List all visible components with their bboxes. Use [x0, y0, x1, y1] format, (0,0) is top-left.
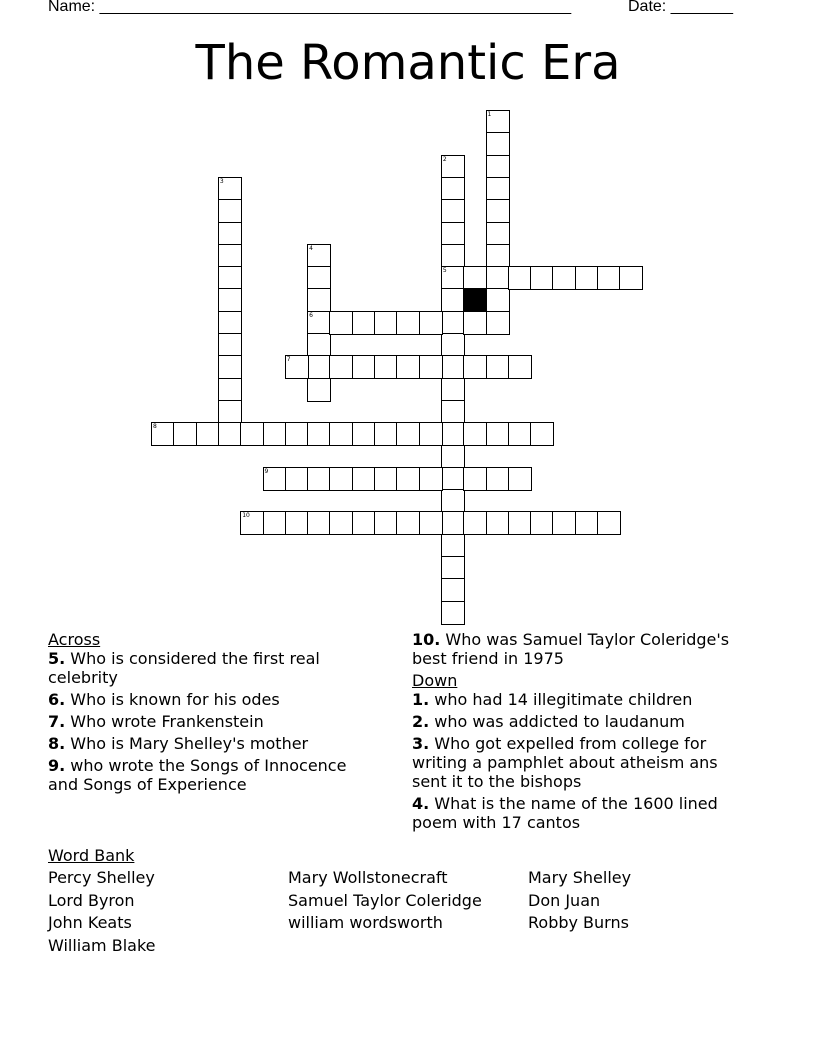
- crossword-cell[interactable]: [307, 511, 331, 535]
- crossword-cell[interactable]: [285, 467, 309, 491]
- crossword-cell[interactable]: [486, 155, 510, 179]
- page-title: The Romantic Era: [195, 35, 621, 91]
- crossword-cell[interactable]: [307, 355, 331, 379]
- crossword-cell[interactable]: [463, 422, 487, 446]
- crossword-cell[interactable]: [575, 266, 599, 290]
- crossword-cell[interactable]: [441, 222, 465, 246]
- crossword-cell[interactable]: [486, 199, 510, 223]
- crossword-cell[interactable]: [263, 511, 287, 535]
- crossword-cell[interactable]: [396, 311, 420, 335]
- crossword-cell[interactable]: [441, 578, 465, 602]
- crossword-cell[interactable]: [329, 511, 353, 535]
- crossword-cell[interactable]: [441, 333, 465, 357]
- crossword-cell[interactable]: [441, 556, 465, 580]
- crossword-cell[interactable]: [329, 355, 353, 379]
- word-bank-column-3: [528, 867, 631, 935]
- clue-number: 9.: [48, 756, 66, 775]
- crossword-cell[interactable]: [463, 467, 487, 491]
- clue-text: who had 14 illegitimate children: [429, 690, 693, 709]
- clue-number: 6.: [48, 690, 66, 709]
- crossword-cell[interactable]: [218, 244, 242, 268]
- crossword-cell[interactable]: [419, 311, 443, 335]
- crossword-cell[interactable]: [173, 422, 197, 446]
- crossword-cell[interactable]: [463, 511, 487, 535]
- crossword-cell[interactable]: [218, 355, 242, 379]
- crossword-cell[interactable]: [486, 132, 510, 156]
- across-clue-6: [48, 690, 368, 709]
- crossword-cell[interactable]: [552, 266, 576, 290]
- cell-number: 1: [487, 111, 492, 118]
- crossword-cell[interactable]: [486, 222, 510, 246]
- cell-number: 2: [442, 155, 447, 163]
- crossword-cell[interactable]: [441, 400, 465, 424]
- crossword-cell[interactable]: [441, 177, 465, 201]
- crossword-cell[interactable]: [352, 311, 376, 335]
- crossword-cell[interactable]: [486, 355, 510, 379]
- crossword-cell[interactable]: [441, 534, 465, 558]
- word-bank-heading: Word Bank: [48, 846, 135, 865]
- crossword-cell[interactable]: [486, 311, 510, 335]
- crossword-cell[interactable]: [218, 422, 242, 446]
- clue-number: 2.: [412, 712, 430, 731]
- clue-text: Who is Mary Shelley's mother: [65, 734, 309, 753]
- crossword-cell[interactable]: [218, 378, 242, 402]
- crossword-cell[interactable]: [396, 467, 420, 491]
- clues-right-column: [412, 630, 752, 835]
- word-bank-item: Don Juan: [528, 890, 601, 910]
- word-bank-item: Robby Burns: [528, 913, 629, 932]
- crossword-cell[interactable]: [508, 467, 532, 491]
- word-bank-column-1: [48, 867, 156, 957]
- crossword-cell[interactable]: [597, 511, 621, 535]
- crossword-cell[interactable]: [329, 311, 353, 335]
- crossword-cell[interactable]: [352, 511, 376, 535]
- crossword-cell[interactable]: [486, 422, 510, 446]
- cell-number: 4: [309, 244, 313, 252]
- cell-number: 6: [309, 311, 313, 319]
- crossword-cell[interactable]: [441, 467, 465, 491]
- clue-number: 3.: [412, 734, 430, 753]
- clue-text: Who got expelled from college for writing a pamphlet about atheism ans sent it to the bishops: [412, 734, 718, 791]
- crossword-cell[interactable]: [530, 511, 554, 535]
- clue-text: Who wrote Frankenstein: [65, 712, 264, 731]
- cell-number: 8: [153, 423, 157, 431]
- crossword-cell[interactable]: [374, 467, 398, 491]
- crossword-cell[interactable]: [486, 244, 510, 268]
- crossword-cell[interactable]: [263, 422, 287, 446]
- crossword-cell[interactable]: [352, 355, 376, 379]
- crossword-cell[interactable]: [508, 511, 532, 535]
- clue-text: What is the name of the 1600 lined poem with 17 cantos: [412, 794, 718, 832]
- crossword-cell[interactable]: [441, 445, 465, 469]
- crossword-cell[interactable]: [441, 288, 465, 312]
- crossword-cell[interactable]: [396, 511, 420, 535]
- crossword-cell[interactable]: [374, 311, 398, 335]
- crossword-cell[interactable]: [307, 378, 331, 402]
- crossword-cell[interactable]: [307, 333, 331, 357]
- crossword-cell[interactable]: [486, 266, 510, 290]
- crossword-cell[interactable]: [486, 288, 510, 312]
- name-field-label: Name: _____________________________________________________: [48, 0, 572, 15]
- clue-text: who was addicted to laudanum: [429, 712, 685, 731]
- across-clue-7: [48, 712, 368, 731]
- down-clue-3: [412, 734, 752, 791]
- crossword-cell[interactable]: [419, 355, 443, 379]
- crossword-cell[interactable]: [419, 422, 443, 446]
- crossword-cell[interactable]: [374, 422, 398, 446]
- word-bank-item: Percy Shelley: [48, 868, 155, 887]
- word-bank-item: Mary Shelley: [528, 868, 632, 887]
- crossword-cell[interactable]: [530, 422, 554, 446]
- crossword-cell[interactable]: [307, 266, 331, 290]
- crossword-cell[interactable]: [307, 288, 331, 312]
- crossword-cell[interactable]: [352, 422, 376, 446]
- clue-text: who wrote the Songs of Innocence and Songs of Experience: [48, 756, 347, 794]
- across-clue-5: [48, 649, 368, 687]
- crossword-cell[interactable]: [530, 266, 554, 290]
- crossword-cell[interactable]: [441, 266, 465, 290]
- crossword-cell[interactable]: [374, 355, 398, 379]
- crossword-cell[interactable]: [218, 333, 242, 357]
- crossword-cell[interactable]: [329, 467, 353, 491]
- crossword-cell[interactable]: [463, 355, 487, 379]
- crossword-cell[interactable]: [218, 222, 242, 246]
- crossword-cell[interactable]: [285, 511, 309, 535]
- crossword-cell[interactable]: [486, 467, 510, 491]
- crossword-cell[interactable]: [307, 467, 331, 491]
- crossword-cell[interactable]: [441, 422, 465, 446]
- crossword-cell[interactable]: [441, 601, 465, 625]
- down-heading: Down: [412, 671, 458, 690]
- across-clue-9: [48, 756, 368, 794]
- crossword-cell[interactable]: [486, 511, 510, 535]
- crossword-cell[interactable]: [218, 199, 242, 223]
- crossword-cell[interactable]: [441, 489, 465, 513]
- crossword-cell[interactable]: [218, 266, 242, 290]
- down-clue-1: [412, 690, 752, 709]
- crossword-cell[interactable]: [508, 266, 532, 290]
- word-bank-item: John Keats: [48, 913, 132, 932]
- word-bank-item: Lord Byron: [48, 890, 135, 910]
- crossword-cell[interactable]: [486, 110, 510, 134]
- across-clue-8: [48, 734, 368, 753]
- cell-number: 9: [264, 467, 269, 475]
- crossword-cell[interactable]: [240, 511, 264, 535]
- cell-number: 10: [242, 512, 250, 520]
- crossword-cell[interactable]: [441, 199, 465, 223]
- crossword-cell[interactable]: [240, 422, 264, 446]
- crossword-cell[interactable]: [419, 467, 443, 491]
- crossword-cell[interactable]: [508, 355, 532, 379]
- crossword-cell[interactable]: [263, 467, 287, 491]
- across-clue-10: [412, 630, 752, 668]
- clue-text: Who is considered the first real celebrity: [48, 649, 320, 687]
- crossword-cell[interactable]: [619, 266, 643, 290]
- crossword-cell[interactable]: [441, 378, 465, 402]
- crossword-cell[interactable]: [285, 422, 309, 446]
- crossword-cell[interactable]: [352, 467, 376, 491]
- crossword-cell[interactable]: [597, 266, 621, 290]
- crossword-cell[interactable]: [196, 422, 220, 446]
- crossword-cell[interactable]: [419, 511, 443, 535]
- word-bank-item: william wordsworth: [288, 913, 443, 932]
- crossword-cell[interactable]: [307, 244, 331, 268]
- clue-text: Who was Samuel Taylor Coleridge's best friend in 1975: [412, 630, 730, 668]
- crossword-block: [463, 288, 487, 312]
- crossword-cell[interactable]: [374, 511, 398, 535]
- down-clue-4: [412, 794, 752, 832]
- crossword-cell[interactable]: [441, 511, 465, 535]
- crossword-cell[interactable]: [552, 511, 576, 535]
- clue-text: Who is known for his odes: [65, 690, 280, 709]
- cell-number: 3: [219, 177, 224, 185]
- crossword-cell[interactable]: [441, 311, 465, 335]
- crossword-cell[interactable]: [218, 288, 242, 312]
- crossword-cell[interactable]: [486, 177, 510, 201]
- crossword-cell[interactable]: [441, 155, 465, 179]
- crossword-cell[interactable]: [151, 422, 175, 446]
- clue-number: 8.: [48, 734, 66, 753]
- down-clue-2: [412, 712, 752, 731]
- clue-number: 7.: [48, 712, 66, 731]
- crossword-cell[interactable]: [218, 177, 242, 201]
- crossword-cell[interactable]: [285, 355, 309, 379]
- clue-number: 4.: [412, 794, 430, 813]
- word-bank-column-2: [288, 867, 482, 935]
- crossword-cell[interactable]: [463, 311, 487, 335]
- clue-number: 5.: [48, 649, 66, 668]
- crossword-cell[interactable]: [218, 400, 242, 424]
- crossword-cell[interactable]: [463, 266, 487, 290]
- date-field-label: Date: _______: [628, 0, 733, 15]
- across-heading: Across: [48, 630, 101, 649]
- clue-number: 1.: [412, 690, 430, 709]
- crossword-cell[interactable]: [508, 422, 532, 446]
- clue-number: 10.: [412, 630, 441, 649]
- cell-number: 7: [286, 356, 291, 364]
- cell-number: 5: [442, 267, 447, 275]
- clues-left-column: [48, 630, 368, 797]
- crossword-cell[interactable]: [329, 422, 353, 446]
- crossword-cell[interactable]: [575, 511, 599, 535]
- crossword-cell[interactable]: [396, 355, 420, 379]
- crossword-cell[interactable]: [441, 355, 465, 379]
- crossword-cell[interactable]: [307, 422, 331, 446]
- crossword-cell[interactable]: [441, 244, 465, 268]
- crossword-cell[interactable]: [218, 311, 242, 335]
- word-bank-item: Mary Wollstonecraft: [288, 868, 448, 887]
- word-bank-item: Samuel Taylor Coleridge: [288, 890, 482, 910]
- crossword-cell[interactable]: [396, 422, 420, 446]
- word-bank-item: William Blake: [48, 935, 156, 955]
- crossword-cell[interactable]: [307, 311, 331, 335]
